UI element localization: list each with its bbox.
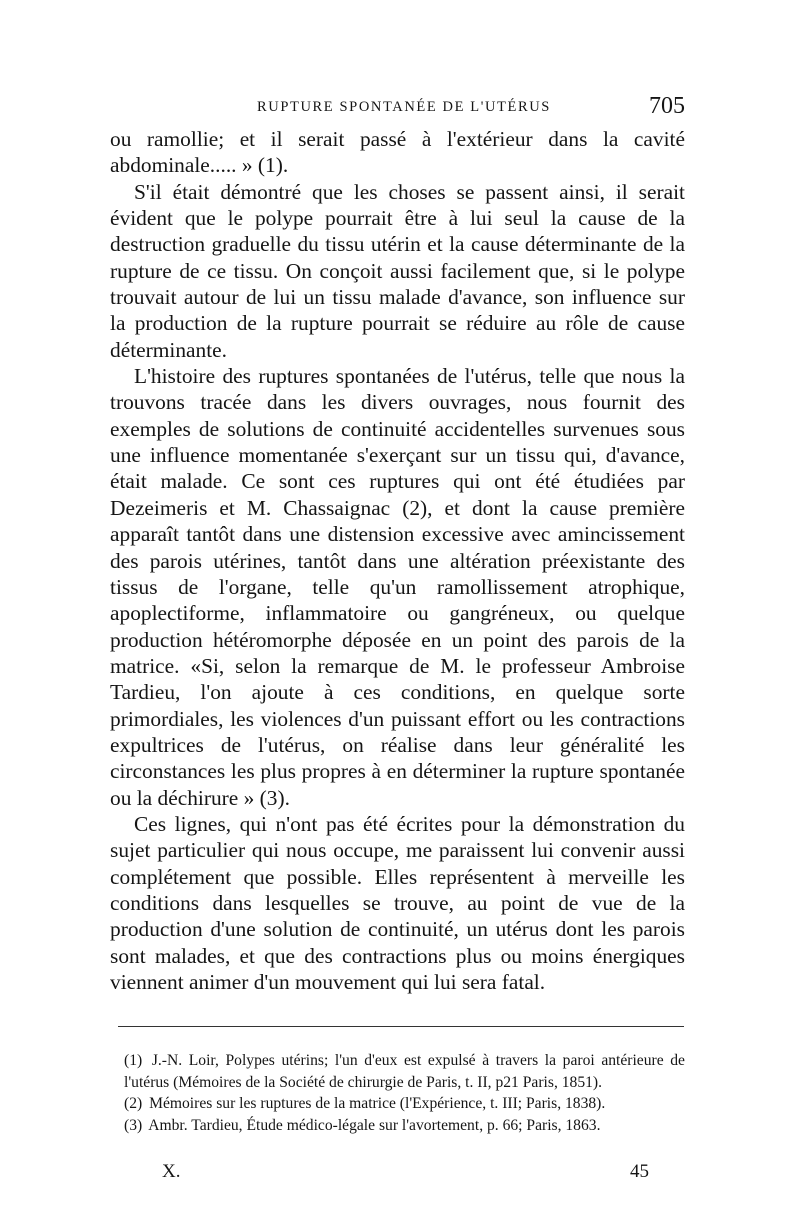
footnote-2 (124, 1093, 685, 1115)
printer-signature (162, 1161, 649, 1187)
footnote-text: Mémoires sur les ruptures de la matrice (l'Expérience, t. III; Paris, 1838). (149, 1095, 606, 1112)
footnote-1 (124, 1050, 685, 1093)
page-number: 705 (649, 93, 685, 119)
paragraph-polype-hypothesis: S'il était démontré que les choses se passent ainsi, il serait évident que le polype pourrait être à lui seul la cause de la destruction graduelle du tissu utérin et la cause déterminante de la rupture de ce tissu. On conçoit aussi facilement que, si le polype trouvait autour de lui un tissu malade d'avance, son influence sur la production de la rupture pourrait se réduire au rôle de cause déterminante. (110, 179, 685, 362)
footnote-text: Ambr. Tardieu, Étude médico-légale sur l'avortement, p. 66; Paris, 1863. (148, 1116, 601, 1134)
paragraph-ruptures-history: L'histoire des ruptures spontanées de l'utérus, telle que nous la trouvons tracée dans les divers ouvrages, nous fournit des exemples de solutions de continuité accidentelles survenues sous une influence momentanée s'exerçant sur un tissu qui, d'avance, était malade. Ce sont ces ruptures qui ont été étudiées par Dezeimeris et M. Chassaignac (2), et dont la cause première apparaît tantôt dans une distension excessive avec amincissement des parois utérines, tantôt dans une altération préexistante des tissus de l'organe, telle qu'un ramollissement atrophique, apoplectiforme, inflammatoire ou gangréneux, ou quelque production hétéromorphe déposée en un point des parois de la matrice. «Si, selon la remarque de M. le professeur Ambroise Tardieu, l'on ajoute à ces conditions, en quelque sorte primordiales, les violences d'un puissant effort ou les contractions expultrices de l'utérus, on réalise dans leur généralité les circonstances les plus propres à en déterminer la rupture spontanée ou la déchirure » (3). (110, 364, 685, 810)
footnote-number: (1) (124, 1052, 143, 1069)
running-header (110, 93, 685, 123)
footnote-number: (2) (124, 1095, 143, 1112)
footnotes (124, 1050, 685, 1136)
signature-volume-mark: X. (162, 1161, 181, 1182)
footnote-text: J.-N. Loir, Polypes utérins; l'un d'eux est expulsé à travers la paroi antérieure de l'utérus (Mémoires de la Société de chirurgie de Paris, t. II, p21 Paris, 1851). (124, 1052, 685, 1091)
footnote-separator (118, 1026, 684, 1027)
paragraph-continuation: ou ramollie; et il serait passé à l'extérieur dans la cavité abdominale..... » (1). (110, 127, 685, 178)
footnote-number: (3) (124, 1116, 143, 1134)
main-text (110, 126, 685, 995)
running-title: RUPTURE SPONTANÉE DE L'UTÉRUS (257, 99, 551, 115)
footnote-3 (124, 1115, 685, 1137)
paragraph-conclusion: Ces lignes, qui n'ont pas été écrites pour la démonstration du sujet particulier qui nous occupe, me paraissent lui convenir aussi complétement que possible. Elles représentent à merveille les conditions dans lesquelles se trouve, au point de vue de la production d'une solution de continuité, un utérus dont les parois sont malades, et que des contractions plus ou moins énergiques viennent animer d'un mouvement qui lui sera fatal. (110, 811, 685, 994)
signature-gathering-number: 45 (630, 1161, 649, 1182)
